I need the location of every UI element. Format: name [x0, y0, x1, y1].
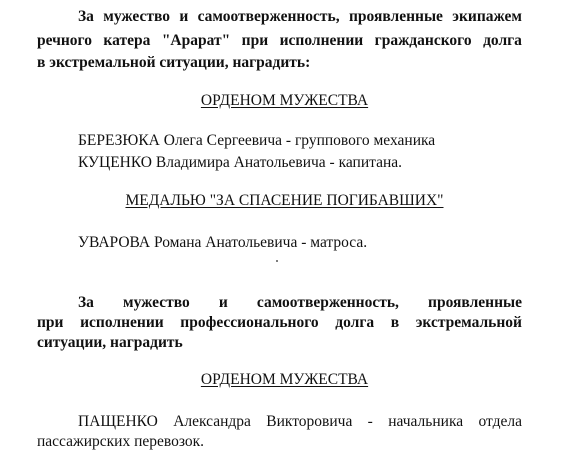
- award-heading-order-of-courage: ОРДЕНОМ МУЖЕСТВА: [200, 371, 369, 388]
- word: экстремальной: [415, 314, 522, 331]
- word: самоотверженность,: [256, 294, 399, 311]
- word: исполнении: [279, 32, 364, 49]
- word: ПАЩЕНКО: [78, 413, 158, 430]
- word: проявленные: [428, 294, 522, 311]
- word: Викторовича: [266, 413, 353, 430]
- word: речного: [37, 32, 92, 49]
- word: катера: [103, 32, 151, 49]
- word: при: [37, 314, 64, 331]
- word: профессионального: [180, 314, 319, 331]
- word: и: [179, 8, 189, 25]
- word: мужество: [123, 294, 190, 311]
- section1-intro-line1: [78, 7, 522, 27]
- section1-intro-line2: [37, 31, 522, 51]
- word: -: [367, 413, 373, 430]
- word: долга: [335, 314, 375, 331]
- word: проявленные: [348, 8, 443, 25]
- word: "Арарат": [161, 32, 231, 49]
- scan-speck: [276, 260, 278, 262]
- word: самоотверженность,: [197, 8, 340, 25]
- recipient-line: УВАРОВА Романа Анатольевича - матроса.: [78, 234, 368, 251]
- section2-intro-line1: [78, 293, 522, 313]
- section2-intro-line2: [37, 313, 522, 333]
- section2-intro-line3: ситуации, наградить: [37, 334, 183, 351]
- word: в: [390, 314, 400, 331]
- recipient-line: КУЦЕНКО Владимира Анатольевича - капитана.: [78, 154, 403, 171]
- word: экипажем: [452, 8, 522, 25]
- award-heading-order-of-courage: ОРДЕНОМ МУЖЕСТВА: [200, 92, 369, 109]
- word: исполнении: [80, 314, 164, 331]
- word: при: [241, 32, 269, 49]
- recipient-line: БЕРЕЗЮКА Олега Сергеевича - группового механика: [78, 132, 436, 149]
- word: отдела: [478, 413, 522, 430]
- word: мужество: [103, 8, 170, 25]
- recipient-line: [78, 412, 522, 432]
- word: Александра: [173, 413, 251, 430]
- word: гражданского: [374, 32, 472, 49]
- award-heading-rescue-medal: МЕДАЛЬЮ "ЗА СПАСЕНИЕ ПОГИБАВШИХ": [125, 192, 444, 209]
- section1-intro-line3: в экстремальной ситуации, наградить:: [37, 54, 311, 71]
- word: начальника: [388, 413, 464, 430]
- recipient-line-continuation: пассажирских перевозок.: [37, 433, 205, 450]
- word: долга: [483, 32, 522, 49]
- word: и: [218, 294, 228, 311]
- word: За: [78, 294, 94, 311]
- word: За: [78, 8, 94, 25]
